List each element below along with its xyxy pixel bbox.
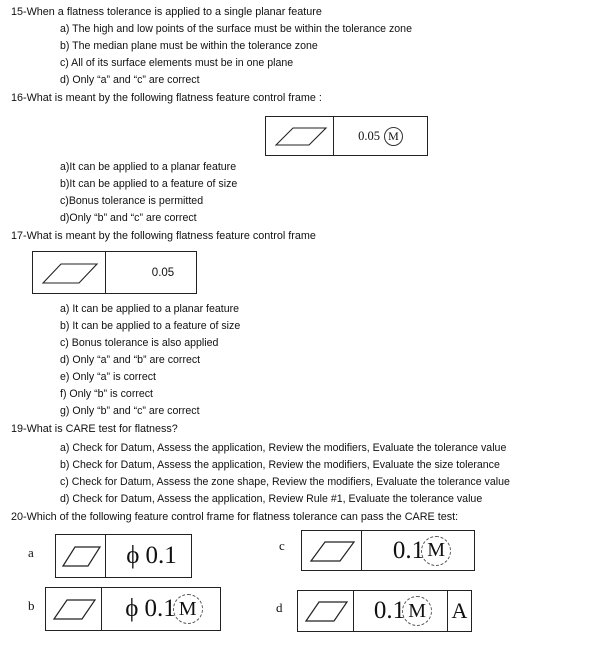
q16-option-b[interactable]: b)It can be applied to a feature of size [60, 178, 238, 190]
q17-option-g[interactable]: g) Only “b” and “c” are correct [60, 405, 200, 417]
datum-cell [448, 591, 471, 631]
q20-option-a-frame[interactable] [55, 534, 192, 578]
flatness-symbol-cell [46, 588, 102, 630]
q15-option-c[interactable]: c) All of its surface elements must be in one plane [60, 57, 294, 69]
datum-reference: A [451, 598, 468, 623]
q16-question: 16-What is meant by the following flatness feature control frame : [11, 92, 322, 104]
q20-option-c-frame[interactable] [301, 530, 475, 571]
q19-option-c[interactable]: c) Check for Datum, Assess the zone shape, Review the modifiers, Evaluate the tolerance value [60, 476, 510, 488]
flatness-symbol-cell [33, 252, 106, 293]
flatness-symbol-cell [266, 117, 334, 155]
tolerance-value: 0.1 [392, 536, 425, 564]
q17-option-e[interactable]: e) Only “a” is correct [60, 371, 156, 383]
diameter-icon: ϕ [126, 542, 140, 569]
q17-question: 17-What is meant by the following flatness feature control frame [11, 230, 316, 242]
q20-option-d-label[interactable]: d [276, 600, 283, 615]
mmc-modifier-icon: M [173, 594, 203, 624]
q20-option-b-frame[interactable] [45, 587, 221, 631]
diameter-icon: ϕ [125, 595, 139, 622]
q17-feature-control-frame [32, 251, 197, 294]
mmc-modifier-icon: M [384, 127, 403, 146]
q17-option-a[interactable]: a) It can be applied to a planar feature [60, 303, 240, 315]
q15-option-a[interactable]: a) The high and low points of the surface must be within the tolerance zone [60, 23, 412, 35]
q15-question: 15-When a flatness tolerance is applied to a single planar feature [11, 6, 322, 18]
q17-option-d[interactable]: d) Only “a” and “b” are correct [60, 354, 201, 366]
flatness-icon [49, 596, 99, 622]
q19-option-a[interactable]: a) Check for Datum, Assess the application, Review the modifiers, Evaluate the tolerance value [60, 442, 507, 454]
mmc-modifier-icon: M [421, 536, 451, 566]
flatness-symbol-cell [298, 591, 354, 631]
q16-option-a[interactable]: a)It can be applied to a planar feature [60, 161, 237, 173]
tolerance-value: 0.1 [145, 542, 177, 569]
tolerance-value: 0.05 [358, 128, 380, 143]
flatness-icon [37, 261, 101, 285]
tolerance-value: 0.1 [373, 597, 406, 624]
q16-option-d[interactable]: d)Only “b” and “c” are correct [60, 212, 197, 224]
flatness-icon [306, 538, 358, 564]
flatness-icon [270, 125, 330, 147]
q20-option-c-label[interactable]: c [279, 538, 285, 553]
q16-option-c[interactable]: c)Bonus tolerance is permitted [60, 195, 204, 207]
q20-option-a-label[interactable]: a [28, 545, 34, 560]
tolerance-cell [106, 535, 191, 577]
q17-option-f[interactable]: f) Only “b” is correct [60, 388, 154, 400]
q17-option-b[interactable]: b) It can be applied to a feature of size [60, 320, 241, 332]
tolerance-value: 0.1 [144, 595, 176, 622]
tolerance-value: 0.05 [151, 266, 175, 279]
flatness-icon [59, 543, 103, 569]
flatness-symbol-cell [56, 535, 106, 577]
flatness-symbol-cell [302, 531, 362, 570]
q19-question: 19-What is CARE test for flatness? [11, 423, 178, 435]
q17-option-c[interactable]: c) Bonus tolerance is also applied [60, 337, 219, 349]
mmc-modifier-icon: M [402, 596, 432, 626]
q20-question: 20-Which of the following feature control frame for flatness tolerance can pass the CARE test: [11, 511, 459, 523]
tolerance-cell [362, 531, 474, 570]
q20-option-d-frame[interactable] [297, 590, 472, 632]
q16-feature-control-frame [265, 116, 428, 156]
q15-option-b[interactable]: b) The median plane must be within the tolerance zone [60, 40, 318, 52]
flatness-icon [301, 598, 351, 624]
q15-option-d[interactable]: d) Only “a” and “c” are correct [60, 74, 200, 86]
q19-option-b[interactable]: b) Check for Datum, Assess the application, Review the modifiers, Evaluate the size tolerance [60, 459, 500, 471]
q19-option-d[interactable]: d) Check for Datum, Assess the application, Review Rule #1, Evaluate the tolerance value [60, 493, 483, 505]
tolerance-cell [102, 588, 220, 630]
tolerance-cell [354, 591, 448, 631]
q20-option-b-label[interactable]: b [28, 598, 35, 613]
tolerance-cell [334, 117, 427, 155]
tolerance-cell [106, 252, 196, 293]
